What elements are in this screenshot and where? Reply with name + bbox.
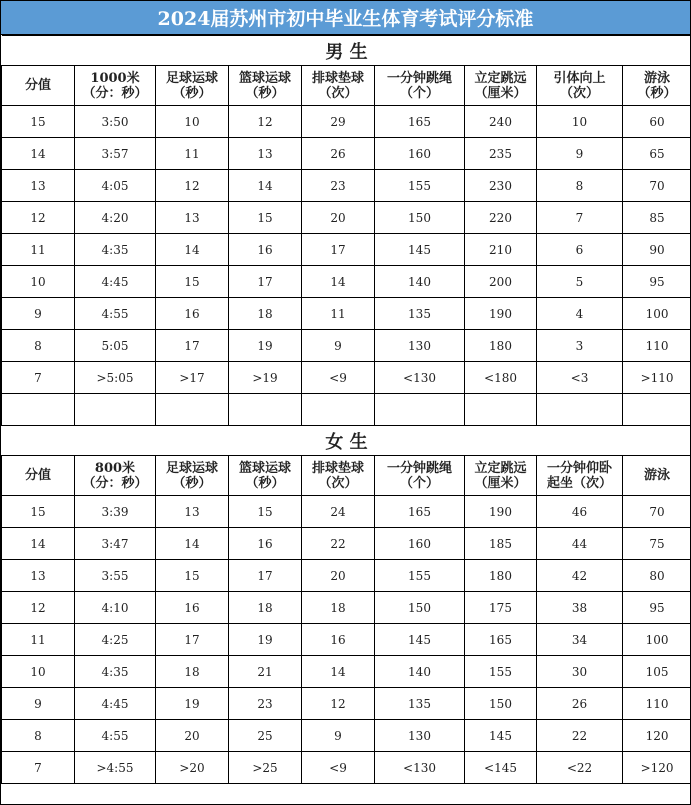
value-cell: 17 (229, 266, 302, 298)
value-cell: 46 (537, 496, 623, 528)
value-cell: 22 (537, 720, 623, 752)
value-cell: 175 (465, 592, 537, 624)
value-cell: 24 (302, 496, 375, 528)
value-cell: 140 (375, 656, 465, 688)
value-cell: <9 (302, 362, 375, 394)
girls-column-header (465, 456, 537, 496)
value-cell: 18 (302, 592, 375, 624)
value-cell: 6 (537, 234, 623, 266)
value-cell: 60 (623, 106, 691, 138)
score-cell: 11 (2, 234, 75, 266)
value-cell: 17 (156, 330, 229, 362)
value-cell: 12 (302, 688, 375, 720)
score-cell: 12 (2, 202, 75, 234)
value-cell: 140 (375, 266, 465, 298)
value-cell (156, 394, 229, 426)
value-cell: 16 (229, 528, 302, 560)
boys-table-row (2, 298, 691, 330)
value-cell: 38 (537, 592, 623, 624)
column-header-line: （秒） (245, 85, 285, 101)
column-header-line: 游泳 (644, 468, 671, 483)
boys-column-header (156, 66, 229, 106)
value-cell: 17 (229, 560, 302, 592)
value-cell: 160 (375, 138, 465, 170)
value-cell: 95 (623, 266, 691, 298)
girls-column-header (623, 456, 691, 496)
value-cell: 16 (302, 624, 375, 656)
value-cell: 18 (156, 656, 229, 688)
column-header-line: （秒） (637, 85, 677, 101)
value-cell: 4:25 (75, 624, 156, 656)
girls-table-row (2, 752, 691, 784)
value-cell: 18 (229, 592, 302, 624)
value-cell: >110 (623, 362, 691, 394)
value-cell: 20 (302, 202, 375, 234)
value-cell: 150 (465, 688, 537, 720)
column-header-line: 引体向上 (553, 70, 606, 86)
value-cell: 180 (465, 560, 537, 592)
value-cell: 3 (537, 330, 623, 362)
value-cell: 22 (302, 528, 375, 560)
value-cell: 3:50 (75, 106, 156, 138)
value-cell: 14 (302, 266, 375, 298)
value-cell: 4:20 (75, 202, 156, 234)
column-header-line: （次） (559, 85, 599, 101)
value-cell: 13 (156, 202, 229, 234)
value-cell: 19 (156, 688, 229, 720)
boys-table-row (2, 106, 691, 138)
value-cell: 120 (623, 720, 691, 752)
page-title: 2024届苏州市初中毕业生体育考试评分标准 (1, 1, 690, 35)
value-cell: 8 (537, 170, 623, 202)
value-cell: 12 (229, 106, 302, 138)
scoring-table (1, 35, 691, 784)
value-cell (302, 394, 375, 426)
column-header-line: 分值 (24, 468, 51, 483)
boys-header-row (2, 66, 691, 106)
value-cell: 190 (465, 496, 537, 528)
score-cell: 7 (2, 362, 75, 394)
boys-column-header (302, 66, 375, 106)
value-cell: 130 (375, 720, 465, 752)
column-header-line: （分：秒） (82, 85, 148, 101)
value-cell: 165 (465, 624, 537, 656)
girls-column-header (156, 456, 229, 496)
value-cell: 110 (623, 330, 691, 362)
value-cell: 13 (156, 496, 229, 528)
value-cell: 9 (302, 720, 375, 752)
value-cell: 165 (375, 106, 465, 138)
boys-table-row (2, 330, 691, 362)
column-header-line: 足球运球 (165, 460, 218, 476)
value-cell: 210 (465, 234, 537, 266)
boys-table-row (2, 266, 691, 298)
girls-column-header (375, 456, 465, 496)
girls-column-header (2, 456, 75, 496)
value-cell: 15 (156, 266, 229, 298)
value-cell: 150 (375, 202, 465, 234)
value-cell: 7 (537, 202, 623, 234)
value-cell: 235 (465, 138, 537, 170)
value-cell: 13 (229, 138, 302, 170)
boys-column-header (537, 66, 623, 106)
value-cell: 145 (375, 234, 465, 266)
girls-column-header (302, 456, 375, 496)
value-cell: 14 (229, 170, 302, 202)
girls-table-row (2, 656, 691, 688)
value-cell: 19 (229, 330, 302, 362)
value-cell (75, 394, 156, 426)
value-cell: >4:55 (75, 752, 156, 784)
value-cell: 19 (229, 624, 302, 656)
value-cell: 105 (623, 656, 691, 688)
boys-table-row (2, 170, 691, 202)
value-cell: 190 (465, 298, 537, 330)
score-cell: 11 (2, 624, 75, 656)
girls-table-row (2, 560, 691, 592)
value-cell: 135 (375, 688, 465, 720)
value-cell: 3:39 (75, 496, 156, 528)
value-cell (537, 394, 623, 426)
value-cell: 85 (623, 202, 691, 234)
value-cell: 9 (537, 138, 623, 170)
value-cell: 110 (623, 688, 691, 720)
girls-section-heading: 女 生 (2, 426, 691, 456)
column-header-line: 游泳 (644, 70, 671, 86)
value-cell: 20 (302, 560, 375, 592)
value-cell (375, 394, 465, 426)
value-cell: 130 (375, 330, 465, 362)
girls-column-header (75, 456, 156, 496)
value-cell: 29 (302, 106, 375, 138)
value-cell: 90 (623, 234, 691, 266)
value-cell: 30 (537, 656, 623, 688)
value-cell: 15 (229, 496, 302, 528)
value-cell: 4 (537, 298, 623, 330)
value-cell: 4:55 (75, 298, 156, 330)
column-header-line: （秒） (172, 475, 212, 491)
column-header-line: （次） (318, 85, 358, 101)
boys-column-header (623, 66, 691, 106)
value-cell: 20 (156, 720, 229, 752)
value-cell (229, 394, 302, 426)
score-cell: 8 (2, 720, 75, 752)
value-cell: 155 (375, 560, 465, 592)
column-header-line: 一分钟仰卧 (546, 460, 612, 476)
score-cell: 10 (2, 266, 75, 298)
score-cell: 15 (2, 106, 75, 138)
value-cell: 200 (465, 266, 537, 298)
value-cell (465, 394, 537, 426)
value-cell: 4:10 (75, 592, 156, 624)
value-cell: <130 (375, 362, 465, 394)
boys-column-header (465, 66, 537, 106)
value-cell: 95 (623, 592, 691, 624)
value-cell: 180 (465, 330, 537, 362)
column-header-line: 篮球运球 (238, 460, 291, 476)
value-cell: 15 (229, 202, 302, 234)
score-cell: 8 (2, 330, 75, 362)
value-cell: 17 (302, 234, 375, 266)
value-cell: 4:55 (75, 720, 156, 752)
value-cell: 240 (465, 106, 537, 138)
value-cell: 220 (465, 202, 537, 234)
value-cell: <9 (302, 752, 375, 784)
value-cell: <3 (537, 362, 623, 394)
girls-table-row (2, 496, 691, 528)
column-header-line: （秒） (172, 85, 212, 101)
girls-table-row (2, 528, 691, 560)
value-cell: 145 (375, 624, 465, 656)
column-header-line: 立定跳远 (474, 460, 527, 476)
girls-table-row (2, 688, 691, 720)
column-header-line: 1000米 (90, 70, 140, 86)
value-cell: 18 (229, 298, 302, 330)
value-cell: 17 (156, 624, 229, 656)
boys-table-row (2, 234, 691, 266)
score-cell: 14 (2, 528, 75, 560)
value-cell: 100 (623, 298, 691, 330)
value-cell: 4:35 (75, 234, 156, 266)
value-cell: 4:05 (75, 170, 156, 202)
boys-table-row (2, 138, 691, 170)
girls-table-row (2, 592, 691, 624)
value-cell: 21 (229, 656, 302, 688)
column-header-line: 立定跳远 (474, 70, 527, 86)
value-cell: 44 (537, 528, 623, 560)
value-cell: 11 (156, 138, 229, 170)
value-cell: 75 (623, 528, 691, 560)
girls-column-header (229, 456, 302, 496)
value-cell: 9 (302, 330, 375, 362)
value-cell: 16 (156, 592, 229, 624)
column-header-line: 一分钟跳绳 (386, 70, 452, 86)
boys-table-row (2, 362, 691, 394)
boys-section (2, 36, 691, 426)
column-header-line: 分值 (24, 78, 51, 93)
score-cell (2, 394, 75, 426)
value-cell: 25 (229, 720, 302, 752)
column-header-line: 排球垫球 (311, 70, 364, 86)
score-cell: 15 (2, 496, 75, 528)
value-cell: 10 (537, 106, 623, 138)
value-cell: >20 (156, 752, 229, 784)
value-cell: >25 (229, 752, 302, 784)
column-header-line: 排球垫球 (311, 460, 364, 476)
column-header-line: 一分钟跳绳 (386, 460, 452, 476)
value-cell (623, 394, 691, 426)
value-cell: 23 (229, 688, 302, 720)
girls-section (2, 426, 691, 784)
value-cell: <145 (465, 752, 537, 784)
value-cell: 165 (375, 496, 465, 528)
value-cell: >120 (623, 752, 691, 784)
value-cell: 70 (623, 496, 691, 528)
column-header-line: （次） (318, 475, 358, 491)
value-cell: >19 (229, 362, 302, 394)
value-cell: <130 (375, 752, 465, 784)
value-cell: 12 (156, 170, 229, 202)
boys-section-heading: 男 生 (2, 36, 691, 66)
value-cell: 70 (623, 170, 691, 202)
value-cell: 5 (537, 266, 623, 298)
score-cell: 9 (2, 298, 75, 330)
value-cell: 10 (156, 106, 229, 138)
column-header-line: （厘米） (474, 85, 527, 101)
value-cell: 135 (375, 298, 465, 330)
value-cell: >5:05 (75, 362, 156, 394)
column-header-line: （个） (399, 475, 439, 491)
column-header-line: （秒） (245, 475, 285, 491)
value-cell: <22 (537, 752, 623, 784)
girls-column-header (537, 456, 623, 496)
value-cell: 34 (537, 624, 623, 656)
value-cell: 3:47 (75, 528, 156, 560)
value-cell: 145 (465, 720, 537, 752)
column-header-line: 篮球运球 (238, 70, 291, 86)
girls-table-row (2, 720, 691, 752)
value-cell: 4:35 (75, 656, 156, 688)
value-cell: 14 (156, 528, 229, 560)
boys-column-header (375, 66, 465, 106)
value-cell: 11 (302, 298, 375, 330)
girls-heading-row (2, 426, 691, 456)
value-cell: 80 (623, 560, 691, 592)
value-cell: 23 (302, 170, 375, 202)
value-cell: 15 (156, 560, 229, 592)
value-cell: 3:55 (75, 560, 156, 592)
value-cell: 185 (465, 528, 537, 560)
score-cell: 14 (2, 138, 75, 170)
value-cell: 230 (465, 170, 537, 202)
value-cell: 14 (302, 656, 375, 688)
value-cell: 155 (375, 170, 465, 202)
score-cell: 13 (2, 170, 75, 202)
value-cell: 4:45 (75, 688, 156, 720)
value-cell: <180 (465, 362, 537, 394)
value-cell: 4:45 (75, 266, 156, 298)
value-cell: 5:05 (75, 330, 156, 362)
value-cell: 26 (302, 138, 375, 170)
value-cell: 160 (375, 528, 465, 560)
boys-column-header (2, 66, 75, 106)
value-cell: 26 (537, 688, 623, 720)
girls-table-row (2, 624, 691, 656)
score-cell: 13 (2, 560, 75, 592)
score-cell: 12 (2, 592, 75, 624)
girls-header-row (2, 456, 691, 496)
value-cell: 42 (537, 560, 623, 592)
boys-heading-row (2, 36, 691, 66)
value-cell: 100 (623, 624, 691, 656)
value-cell: 65 (623, 138, 691, 170)
score-cell: 7 (2, 752, 75, 784)
boys-column-header (75, 66, 156, 106)
boys-table-row (2, 394, 691, 426)
column-header-line: 足球运球 (165, 70, 218, 86)
value-cell: 16 (156, 298, 229, 330)
value-cell: 150 (375, 592, 465, 624)
column-header-line: （分：秒） (82, 475, 148, 491)
boys-table-row (2, 202, 691, 234)
score-cell: 10 (2, 656, 75, 688)
column-header-line: （厘米） (474, 475, 527, 491)
value-cell: 14 (156, 234, 229, 266)
value-cell: 155 (465, 656, 537, 688)
column-header-line: 800米 (94, 460, 136, 476)
value-cell: 3:57 (75, 138, 156, 170)
value-cell: 16 (229, 234, 302, 266)
boys-column-header (229, 66, 302, 106)
column-header-line: （个） (399, 85, 439, 101)
value-cell: >17 (156, 362, 229, 394)
score-cell: 9 (2, 688, 75, 720)
column-header-line: 起坐（次） (546, 475, 612, 491)
